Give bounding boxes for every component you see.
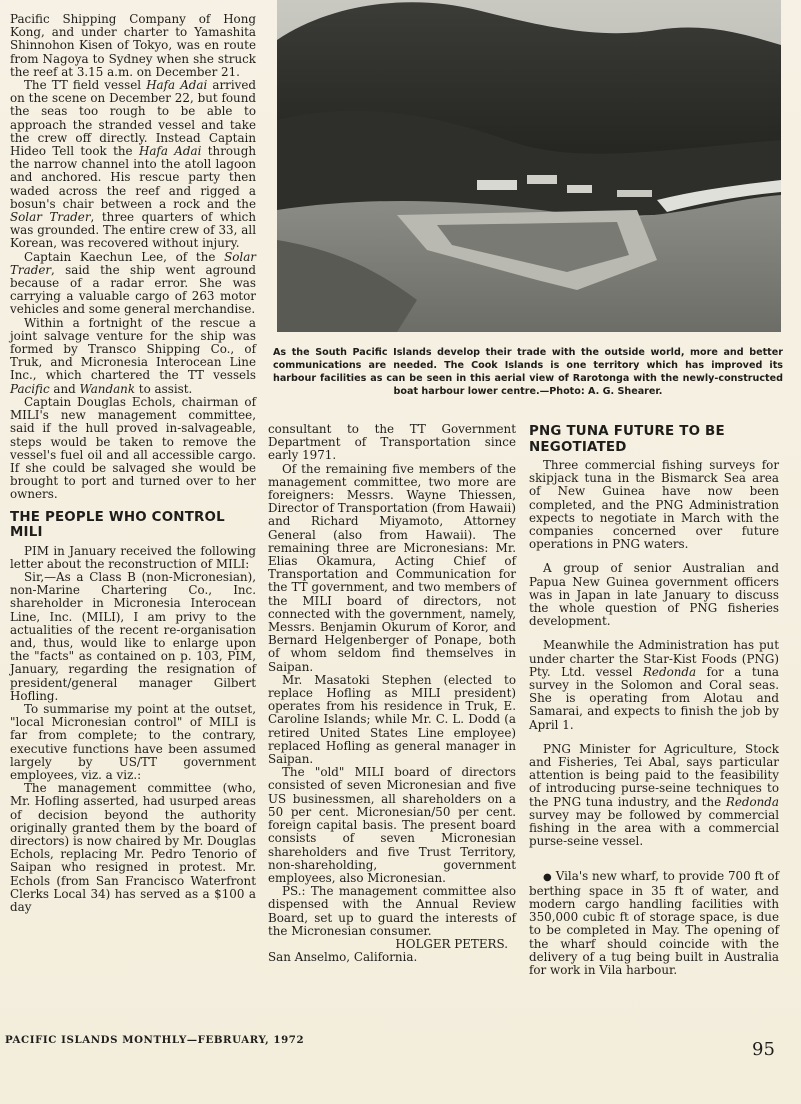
letter-location: San Anselmo, California. [268, 950, 418, 965]
harbour-photo-image [277, 0, 781, 332]
paragraph: The "old" MILI board of directors consisted of seven Micronesian and five US businessmen, all shareholders on a 50 per cent. Micronesian/50 per cent. foreign capital basis. The present board consists of seven Micronesian shareholders and five Trust Territory, non-shareholding, government employees, also Micronesian. [268, 765, 516, 885]
photo-caption: As the South Pacific Islands develop their trade with the outside world, more and better communications are needed. The Cook Islands is one territory which has improved its harbour facilities as can be seen in this aerial view of Rarotonga with the newly-constructed boat harbour lower centre.—Photo: A. G. Shearer. [273, 347, 783, 398]
paragraph: Of the remaining five members of the management committee, two more are foreigners: Messrs. Wayne Thiessen, Director of Transportation (from Hawaii) and Richard Miyamoto, Attorney General (also from Hawaii). The remaining three are Micronesians: Mr. Elias Okamura, Acting Chief of Transportation and Communication for the TT government, and two members of the MILI board of directors, not connected with the government, namely, Messrs. Benjamin Okurum of Koror, and Bernard Helgenberger of Ponape, both of whom seldom find themselves in Saipan. [268, 461, 516, 674]
section-heading: PNG TUNA FUTURE TO BE NEGOTIATED [529, 424, 725, 455]
paragraph: PNG Minister for Agriculture, Stock and Fisheries, Tei Abal, says particular attention is being paid to the feasibility of introducing purse-seine techniques to the PNG tuna industry, and the Redonda survey may be followed by commercial fishing in the area with a commercial purse-seine vessel. [529, 741, 779, 849]
paragraph: PS.: The management committee also dispensed with the Annual Review Board, set up to guard the interests of the Micronesian consumer. [268, 884, 516, 938]
letter-signature: HOLGER PETERS. [395, 936, 508, 951]
paragraph: consultant to the TT Government Department of Transportation since early 1971. [268, 422, 516, 463]
page-footer: PACIFIC ISLANDS MONTHLY—FEBRUARY, 1972 [5, 1034, 305, 1046]
aerial-photo-rarotonga [277, 0, 781, 332]
paragraph: Three commercial fishing surveys for skipjack tuna in the Bismarck Sea area of New Guinea have now been completed, and the PNG Administration expects to negotiate in March with the companies concerned over future operations in PNG waters. [529, 458, 779, 552]
column-middle [268, 423, 516, 964]
paragraph: ● Vila's new wharf, to provide 700 ft of berthing space in 35 ft of water, and modern cargo handling facilities with 350,000 cubic ft of storage space, is due to be completed in May. The opening of the wharf should coincide with the delivery of a tug being built in Australia for work in Vila harbour. [529, 869, 779, 977]
paragraph: The TT field vessel Hafa Adai arrived on the scene on December 22, but found the seas too rough to be able to approach the stranded vessel and take the crew off directly. Instead Captain Hideo Tell took the Hafa Adai through the narrow channel into the atoll lagoon and anchored. His rescue party then waded across the reef and rigged a bosun's chair between a rock and the Solar Trader, three quarters of which was grounded. The entire crew of 33, all Korean, was recovered without injury. [10, 78, 257, 251]
paragraph: The management committee (who, Mr. Hofling asserted, had usurped areas of decision beyond the authority originally granted them by the board of directors) is now chaired by Mr. Douglas Echols, replacing Mr. Pedro Tenorio of Saipan who resigned in protest. Mr. Echols (from San Francisco Waterfront Clerks Local 34) has served as a $100 a day [10, 781, 256, 914]
paragraph: Captain Kaechun Lee, of the Solar Trader, said the ship went aground because of a radar error. She was carrying a valuable cargo of 263 motor vehicles and some general merchandise. [10, 249, 256, 317]
paragraph: Captain Douglas Echols, chairman of MILI's new management committee, said if the hull proved in-salvageable, steps would be taken to remove the vessel's fuel oil and all accessible cargo. If she could be salvaged she would be brought to port and turned over to her owners. [10, 394, 256, 502]
paragraph: A group of senior Australian and Papua New Guinea government officers was in Japan in late January to discuss the whole question of PNG fisheries development. [529, 561, 779, 629]
paragraph: PIM in January received the following letter about the reconstruction of MILI: [10, 543, 256, 571]
paragraph: Pacific Shipping Company of Hong Kong, and under charter to Yamashita Shinnohon Kisen of Tokyo, was en route from Nagoya to Sydney when she struck the reef at 3.15 a.m. on December 21. [10, 12, 256, 79]
paragraph: Within a fortnight of the rescue a joint salvage venture for the ship was formed by Transco Shipping Co., of Truk, and Micronesia Interocean Line Inc., which chartered the TT vessels Pacific and Wandank to assist. [10, 315, 256, 396]
section-heading: THE PEOPLE WHO CONTROL MILI [10, 509, 225, 541]
page-number: 95 [752, 1039, 775, 1060]
paragraph: Mr. Masatoki Stephen (elected to replace Hofling as MILI president) operates from his residence in Truk, E. Caroline Islands; while Mr. C. L. Dodd (a retired United States Line employee) replaced Hofling as general manager in Saipan. [268, 672, 516, 767]
paragraph: To summarise my point at the outset, "local Micronesian control" of MILI is far from complete; to the contrary, executive functions have been assumed largely by US/TT government employees, viz. a viz.: [10, 701, 256, 782]
paragraph: Sir,—As a Class B (non-Micronesian), non-Marine Chartering Co., Inc. shareholder in Micronesia Interocean Line, Inc. (MILI), I am privy to the actualities of the recent re-organisation and, thus, would like to enlarge upon the "facts" as contained on p. 103, PIM, January, regarding the resignation of president/general manager Gilbert Hofling. [10, 569, 256, 703]
bullet-icon: ● [543, 872, 552, 884]
paragraph: Meanwhile the Administration has put under charter the Star-Kist Foods (PNG) Pty. Ltd. vessel Redonda for a tuna survey in the Solomon and Coral seas. She is operating from Alotau and Samarai, and expects to finish the job by April 1. [529, 638, 780, 732]
column-right [529, 424, 779, 977]
column-left [10, 13, 256, 914]
